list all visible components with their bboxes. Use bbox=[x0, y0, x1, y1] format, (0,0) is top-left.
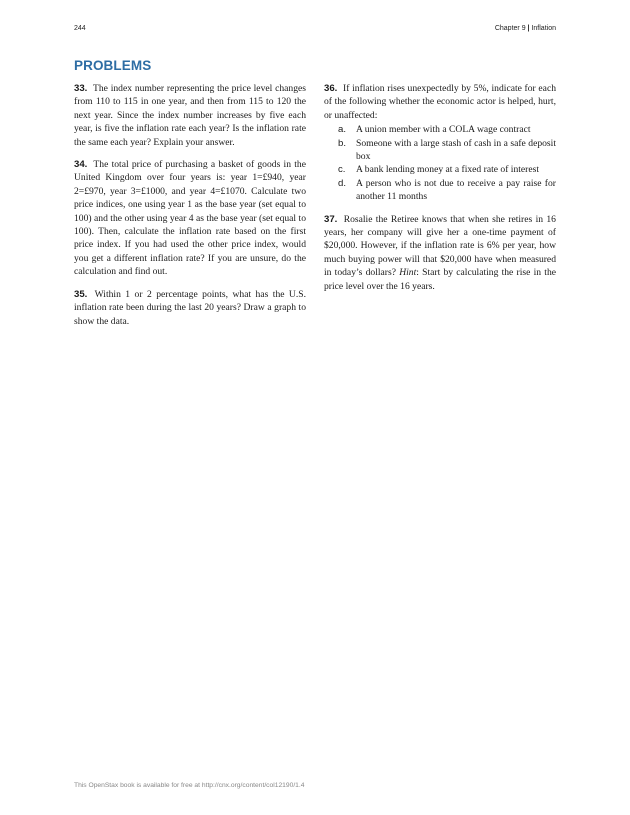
problem-33 bbox=[74, 82, 306, 149]
problem-text: Within 1 or 2 percentage points, what has the U.S. inflation rate been during the last 20 years? Draw a graph to show the data. bbox=[74, 288, 306, 327]
problem-text: The index number representing the price level changes from 110 to 115 in one year, and then from 115 to 120 the next year. Since the index number increases by five each year, is five the inflation rate each year? Is the inflation rate the same each year? Explain your answer. bbox=[74, 83, 306, 148]
hint-label: Hint bbox=[399, 267, 417, 279]
problem-number: 35. bbox=[74, 288, 88, 300]
chapter-label: Chapter 9 bbox=[494, 25, 526, 32]
sub-item-text: A person who is not due to receive a pay raise for another 11 months bbox=[356, 177, 556, 203]
sub-item-b bbox=[324, 137, 556, 164]
problem-35 bbox=[74, 288, 306, 328]
problem-number: 33. bbox=[74, 83, 88, 94]
problem-text-continued: : Start by calculating the rise in the price level over the 16 years. bbox=[324, 267, 556, 292]
problem-34 bbox=[74, 158, 306, 279]
sub-item-list bbox=[324, 123, 556, 203]
problem-number: 36. bbox=[324, 83, 338, 94]
problem-37 bbox=[324, 213, 556, 293]
page-number: 244 bbox=[74, 25, 86, 32]
header-separator: | bbox=[527, 25, 530, 32]
problem-text: The total price of purchasing a basket of goods in the United Kingdom over four years is: year 1=£940, year 2=£970, year 3=£1000, and year 4=£1070. Calculate two price indices, one using year 1 as the base year (set equal to 100) and the other using year 4 as the base year (set equal to 100). Then, calculate the inflation rate based on the first price index. If you had used the other price index, would you get a different inflation rate? If you are unsure, do the calculation and find out. bbox=[74, 159, 306, 278]
sub-item-letter: d. bbox=[338, 177, 347, 189]
problem-36 bbox=[324, 82, 556, 122]
right-column bbox=[324, 82, 556, 302]
left-column bbox=[74, 82, 306, 337]
sub-item-letter: a. bbox=[338, 124, 347, 136]
sub-item-c bbox=[324, 163, 556, 176]
sub-item-text: A union member with a COLA wage contract bbox=[356, 124, 531, 136]
section-heading: PROBLEMS bbox=[74, 58, 152, 73]
problem-text: If inflation rises unexpectedly by 5%, indicate for each of the following whether the economic actor is helped, hurt, or unaffected: bbox=[324, 83, 556, 121]
sub-item-letter: b. bbox=[338, 137, 347, 149]
sub-item-text: A bank lending money at a fixed rate of interest bbox=[356, 164, 540, 176]
running-head bbox=[495, 25, 556, 32]
footer-note: This OpenStax book is available for free at http://cnx.org/content/col12190/1.4 bbox=[74, 782, 305, 789]
sub-item-letter: c. bbox=[338, 164, 346, 176]
sub-item-d bbox=[324, 177, 556, 204]
sub-item-a bbox=[324, 123, 556, 136]
section-label: Inflation bbox=[531, 25, 556, 32]
sub-item-text: Someone with a large stash of cash in a safe deposit box bbox=[356, 137, 556, 163]
problem-number: 34. bbox=[74, 159, 88, 171]
problem-text: Rosalie the Retiree knows that when she retires in 16 years, her company will give her a one-time payment of $20,000. However, if the inflation rate is 6% per year, how much buying power will that $20,000 have when measured in today’s dollars? bbox=[324, 213, 556, 279]
problem-number: 37. bbox=[324, 213, 338, 225]
